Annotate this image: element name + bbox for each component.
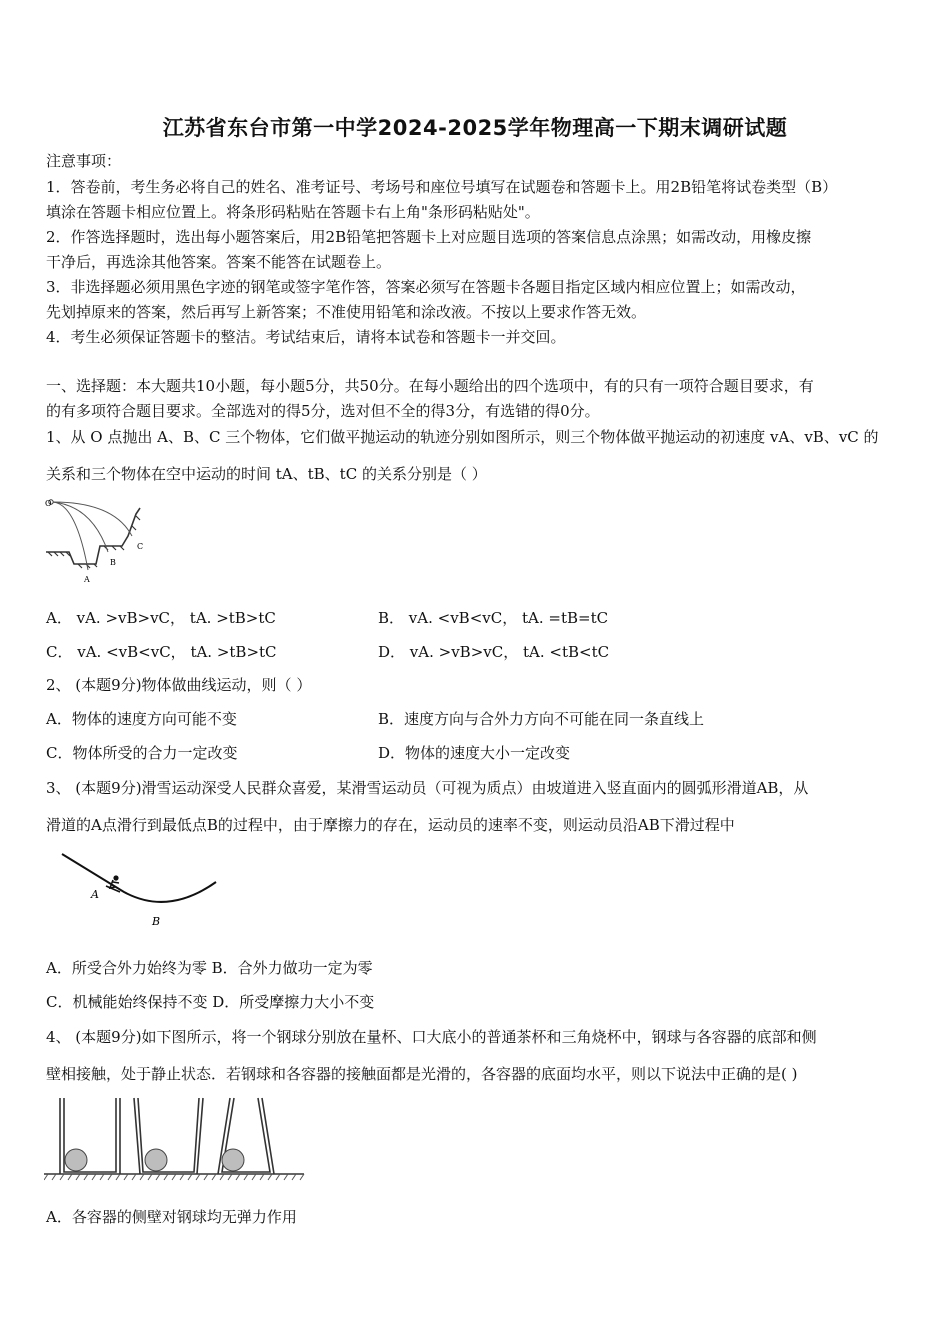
q1-option-d[interactable]: D． vA. >vB>vC， tA. <tB<tC (378, 643, 610, 661)
page-title: 江苏省东台市第一中学2024-2025学年物理高一下期末调研试题 (162, 116, 788, 140)
steel-ball-1 (65, 1149, 87, 1171)
label-o: O (45, 499, 52, 508)
notice-line: 4．考生必须保证答题卡的整洁。考试结束后，请将本试卷和答题卡一并交回。 (46, 328, 566, 346)
section-heading: 的有多项符合题目要求。全部选对的得5分，选对但不全的得3分，有选错的得0分。 (46, 402, 600, 420)
steel-ball-3 (222, 1149, 244, 1171)
q4-containers-figure (44, 1094, 306, 1186)
q3-ski-slope-figure (58, 850, 224, 932)
q1-projectile-figure (44, 494, 156, 586)
ground-profile (46, 508, 140, 564)
label-a: A (91, 888, 99, 901)
q2-option-c[interactable]: C．物体所受的合力一定改变 (46, 744, 238, 762)
notice-line: 3．非选择题必须用黑色字迹的钢笔或签字笔作答，答案必须写在答题卡各题目指定区域内相应位置上；如需改动， (46, 278, 806, 296)
q4-stem-line2: 壁相接触，处于静止状态．若钢球和各容器的接触面都是光滑的，各容器的底面均水平，则以下说法中正确的是( ) (46, 1065, 798, 1083)
q1-stem-line2: 关系和三个物体在空中运动的时间 tA、tB、tC 的关系分别是（ ） (46, 465, 487, 483)
q3-options-row1[interactable]: A．所受合外力始终为零 B．合外力做功一定为零 (46, 959, 373, 977)
ground-hatch (44, 1174, 304, 1180)
tea-cup (134, 1098, 203, 1174)
notice-heading: 注意事项： (46, 152, 122, 170)
q3-stem-line2: 滑道的A点滑行到最低点B的过程中，由于摩擦力的存在，运动员的速率不变，则运动员沿AB下滑过程中 (46, 816, 735, 834)
trajectory-c (53, 502, 132, 536)
q3-stem-line1: 3、 (本题9分)滑雪运动深受人民群众喜爱，某滑雪运动员（可视为质点）由坡道进入竖直面内的圆弧形滑道AB，从 (46, 779, 809, 797)
slope-curve (62, 854, 216, 902)
ground-hatch (48, 516, 140, 568)
q1-stem-line1: 1、从 O 点抛出 A、B、C 三个物体，它们做平抛运动的轨迹分别如图所示，则三个物体做平抛运动的初速度 vA、vB、vC 的 (46, 428, 879, 446)
steel-ball-2 (145, 1149, 167, 1171)
q4-stem-line1: 4、 (本题9分)如下图所示，将一个钢球分别放在量杯、口大底小的普通茶杯和三角烧杯中，钢球与各容器的底部和侧 (46, 1028, 817, 1046)
q1-option-b[interactable]: B． vA. <vB<vC， tA. =tB=tC (378, 609, 609, 627)
q1-option-a[interactable]: A． vA. >vB>vC， tA. >tB>tC (46, 609, 276, 627)
q2-option-d[interactable]: D．物体的速度大小一定改变 (378, 744, 571, 762)
notice-line: 干净后，再选涂其他答案。答案不能答在试题卷上。 (46, 253, 392, 271)
q3-options-row2[interactable]: C．机械能始终保持不变 D．所受摩擦力大小不变 (46, 993, 375, 1011)
notice-line: 1．答卷前，考生务必将自己的姓名、准考证号、考场号和座位号填写在试题卷和答题卡上。用2B铅笔将试卷类型（B） (46, 178, 838, 196)
section-heading: 一、选择题：本大题共10小题，每小题5分，共50分。在每小题给出的四个选项中，有的只有一项符合题目要求，有 (46, 377, 814, 395)
trajectory-a (53, 502, 88, 570)
q1-option-c[interactable]: C． vA. <vB<vC， tA. >tB>tC (46, 643, 277, 661)
label-b: B (152, 915, 161, 928)
label-c: C (137, 542, 144, 551)
q2-stem: 2、 (本题9分)物体做曲线运动，则（ ） (46, 676, 312, 694)
notice-line: 2．作答选择题时，选出每小题答案后，用2B铅笔把答题卡上对应题目选项的答案信息点涂黑；如需改动，用橡皮擦 (46, 228, 812, 246)
label-b: B (110, 558, 116, 567)
notice-line: 先划掉原来的答案，然后再写上新答案；不准使用铅笔和涂改液。不按以上要求作答无效。 (46, 303, 647, 321)
q4-option-a[interactable]: A．各容器的侧壁对钢球均无弹力作用 (46, 1208, 297, 1226)
label-a: A (84, 575, 90, 584)
skier-icon (106, 875, 120, 892)
notice-line: 填涂在答题卡相应位置上。将条形码粘贴在答题卡右上角"条形码粘贴处"。 (46, 203, 540, 221)
q2-option-a[interactable]: A．物体的速度方向可能不变 (46, 710, 237, 728)
q2-option-b[interactable]: B．速度方向与合外力方向不可能在同一条直线上 (378, 710, 705, 728)
